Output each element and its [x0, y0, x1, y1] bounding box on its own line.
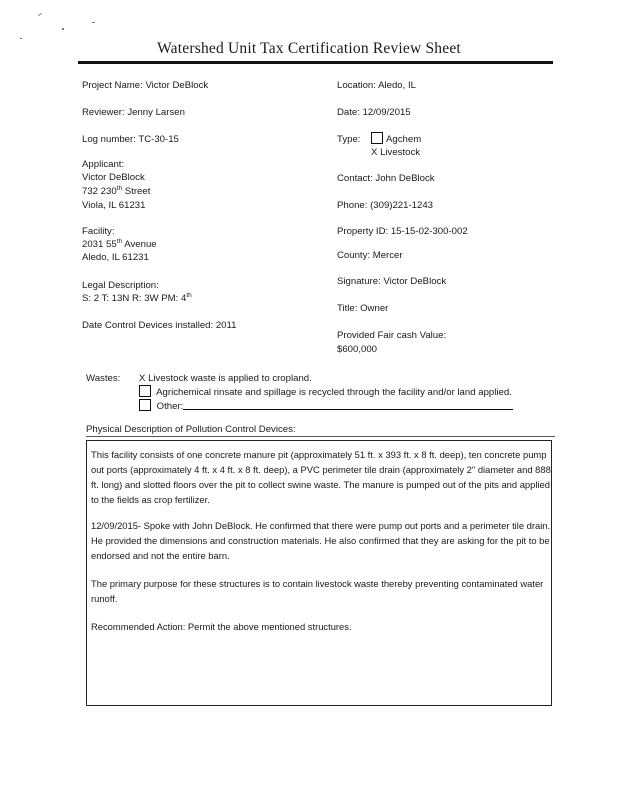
project-name: Project Name: Victor DeBlock: [82, 80, 209, 91]
legal-description-label: Legal Description:: [82, 280, 159, 291]
other-waste-checkbox[interactable]: [139, 399, 151, 411]
description-paragraph: The primary purpose for these structures is to contain livestock waste thereby preventing contaminated water runoff.: [91, 578, 544, 604]
fair-cash-label: Provided Fair cash Value:: [337, 330, 447, 341]
type-label: Type:: [337, 134, 361, 145]
applicant-label: Applicant:: [82, 159, 125, 170]
applicant-name: Victor DeBlock: [82, 172, 145, 183]
date: Date: 12/09/2015: [337, 107, 411, 118]
facility-street: 2031 55th Avenue: [82, 238, 157, 250]
section-rule: [86, 436, 555, 437]
county: County: Mercer: [337, 250, 403, 261]
page-title: Watershed Unit Tax Certification Review Sheet: [157, 40, 461, 57]
facility-label: Facility:: [82, 226, 115, 237]
property-id: Property ID: 15-15-02-300-002: [337, 226, 468, 237]
agchem-checkbox[interactable]: [371, 132, 383, 144]
wastes-label: Wastes:: [86, 373, 121, 384]
date-installed: Date Control Devices installed: 2011: [82, 320, 237, 331]
reviewer: Reviewer: Jenny Larsen: [82, 107, 185, 118]
facility-city: Aledo, IL 61231: [82, 252, 149, 263]
type-livestock: X Livestock: [371, 147, 421, 158]
agchem-waste-checkbox[interactable]: [139, 385, 151, 397]
applicant-city: Viola, IL 61231: [82, 200, 146, 211]
waste-other: Other:: [139, 399, 513, 413]
phone: Phone: (309)221-1243: [337, 200, 434, 211]
scan-mark: [20, 38, 22, 39]
waste-agchem: Agrichemical rinsate and spillage is recycled through the facility and/or land applied.: [139, 385, 512, 399]
other-blank-line: [183, 400, 513, 410]
waste-livestock: X Livestock waste is applied to cropland.: [139, 373, 312, 384]
scan-mark: [38, 13, 42, 16]
scan-mark: [62, 28, 64, 30]
location: Location: Aledo, IL: [337, 80, 416, 91]
log-number: Log number: TC-30-15: [82, 134, 179, 145]
title-rule: [78, 61, 553, 64]
description-paragraph: Recommended Action: Permit the above mentioned structures.: [91, 621, 352, 632]
signature: Signature: Victor DeBlock: [337, 276, 447, 287]
description-paragraph: This facility consists of one concrete manure pit (approximately 51 ft. x 393 ft. x 8 ft. deep), ten concrete pump out ports (approximately 4 ft. x 4 ft. x 8 ft. deep), a PVC perimeter tile drain (approximately 2" diameter and 888 ft. long) and slotted floors over the pit to collect swine waste. The manure is pumped out of the pits and applied to the fields as crop fertilizer.: [91, 449, 551, 505]
title-field: Title: Owner: [337, 303, 389, 314]
legal-description-value: S: 2 T: 13N R: 3W PM: 4th: [82, 292, 192, 304]
contact: Contact: John DeBlock: [337, 173, 435, 184]
applicant-street: 732 230th Street: [82, 185, 151, 197]
scan-mark: [92, 22, 95, 23]
physical-description-label: Physical Description of Pollution Control Devices:: [86, 424, 296, 435]
fair-cash-value: $600,000: [337, 344, 378, 355]
type-agchem: Agchem: [371, 132, 421, 146]
description-paragraph: 12/09/2015- Spoke with John DeBlock. He confirmed that there were pump out ports and a perimeter tile drain. He provided the dimensions and construction materials. He also confirmed that they are asking for the pit to be endorsed and not the entire barn.: [91, 520, 551, 561]
